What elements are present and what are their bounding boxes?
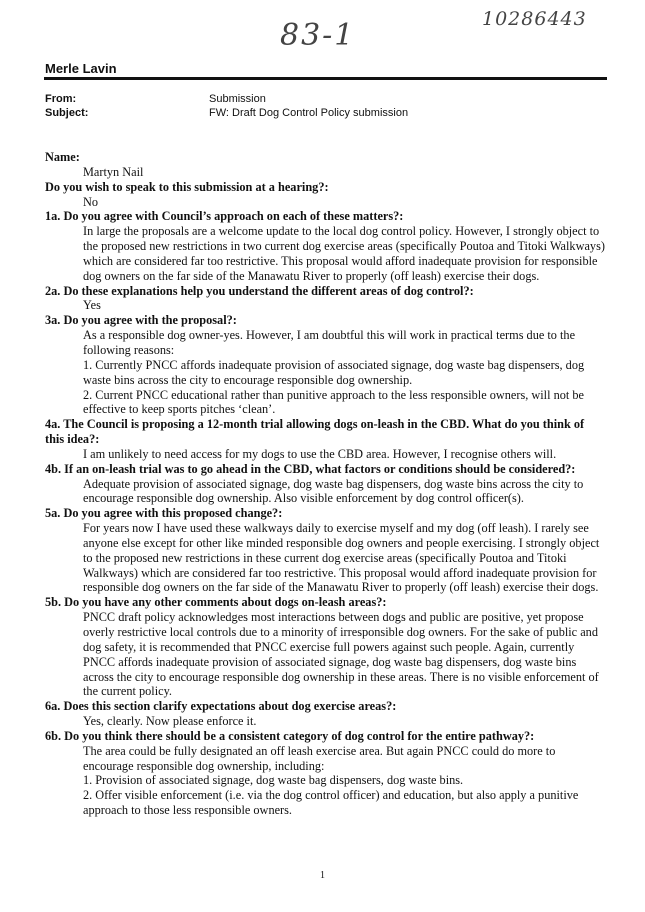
subject-value: FW: Draft Dog Control Policy submission — [209, 107, 409, 119]
handwritten-reference: 83-1 — [280, 18, 356, 53]
answer-4-0: As a responsible dog owner-yes. However, I am doubtful this will work in practical terms due to the following reasons: — [83, 328, 576, 357]
answer-0-0: Martyn Nail — [83, 164, 144, 179]
header-divider — [44, 77, 607, 80]
answer-10-2: 2. Offer visible enforcement (i.e. via the dog control officer) and education, but also apply a punitive approach to those less responsible owners. — [83, 788, 579, 818]
answer-7-0: For years now I have used these walkways daily to exercise myself and my dog (off leash). I rarely see anyone else except for other like minded responsible dog owners and people exercising. I strongly object to the proposed new restrictions in these current dog exercise areas (specifically Poutoa and Titoki Walkways) which are considered far too restrictive. This proposal would afford inadequate provision for responsible dog owners on the far side of the Manawatu River to properly (off leash) exercise their dogs. — [83, 521, 600, 595]
subject-label: Subject: — [45, 107, 89, 119]
question-10: 6b. Do you think there should be a consistent category of dog control for the entire pathway?: — [45, 728, 535, 743]
submission-body — [45, 150, 605, 818]
question-7: 5a. Do you agree with this proposed change?: — [45, 506, 283, 521]
answer-4-1: 1. Currently PNCC affords inadequate provision of associated signage, dog waste bag dispensers, dog waste bins across the city to encourage responsible dog ownership. — [83, 357, 585, 387]
handwritten-document-number: 10286443 — [482, 8, 587, 30]
answer-6-0: Adequate provision of associated signage, dog waste bag dispensers, dog waste bins across the city to encourage responsible dog ownership. Also visible enforcement by dog control officer(s). — [83, 476, 584, 506]
question-1: Do you wish to speak to this submission at a hearing?: — [45, 179, 329, 194]
question-6: 4b. If an on-leash trial was to go ahead in the CBD, what factors or conditions should be considered?: — [45, 461, 576, 476]
question-3: 2a. Do these explanations help you understand the different areas of dog control?: — [45, 283, 474, 298]
answer-10-1: 1. Provision of associated signage, dog waste bag dispensers, dog waste bins. — [83, 773, 464, 788]
answer-10-0: The area could be fully designated an off leash exercise area. But again PNCC could do more to encourage responsible dog ownership, including: — [83, 743, 556, 773]
answer-1-0: No — [83, 194, 99, 209]
answer-5-0: I am unlikely to need access for my dogs to use the CBD area. However, I recognise others will. — [83, 446, 557, 461]
answer-3-0: Yes — [83, 298, 101, 313]
answer-8-0: PNCC draft policy acknowledges most interactions between dogs and public are positive, yet propose overly restrictive local controls due to a minority of irresponsible dog owners. For the sake of public and dog safety, it is recommended that PNCC exercise full powers against such people. Again, currently PNCC affords inadequate provision of associated signage, dog waste bag dispensers, dog waste bins across the city to encourage responsible dog ownership in these areas. There is no visible enforcement of the current policy. — [83, 610, 599, 699]
question-0: Name: — [45, 150, 80, 164]
answer-9-0: Yes, clearly. Now please enforce it. — [83, 714, 257, 729]
question-8: 5b. Do you have any other comments about dogs on-leash areas?: — [45, 595, 387, 610]
sender-name: Merle Lavin — [45, 61, 117, 76]
question-4: 3a. Do you agree with the proposal?: — [45, 313, 237, 328]
answer-2-0: In large the proposals are a welcome update to the local dog control policy. However, I strongly object to the proposed new restrictions in two current dog exercise areas (specifically Poutoa and Titoki Walkways) which are considered far too restrictive. This proposal would afford inadequate provision for responsible dog owners on the far side of the Manawatu River to properly (off leash) exercise their dogs. — [83, 224, 605, 283]
question-5: 4a. The Council is proposing a 12-month trial allowing dogs on-leash in the CBD. What do you think of this idea?: — [45, 417, 585, 447]
question-9: 6a. Does this section clarify expectations about dog exercise areas?: — [45, 699, 397, 714]
question-2: 1a. Do you agree with Council’s approach on each of these matters?: — [45, 209, 404, 224]
page-number: 1 — [320, 870, 325, 881]
answer-4-2: 2. Current PNCC educational rather than punitive approach to the less responsible owners, will not be effective to keep sports pitches ‘clean’. — [83, 387, 584, 417]
from-label: From: — [45, 93, 77, 105]
from-value: Submission — [209, 93, 266, 105]
